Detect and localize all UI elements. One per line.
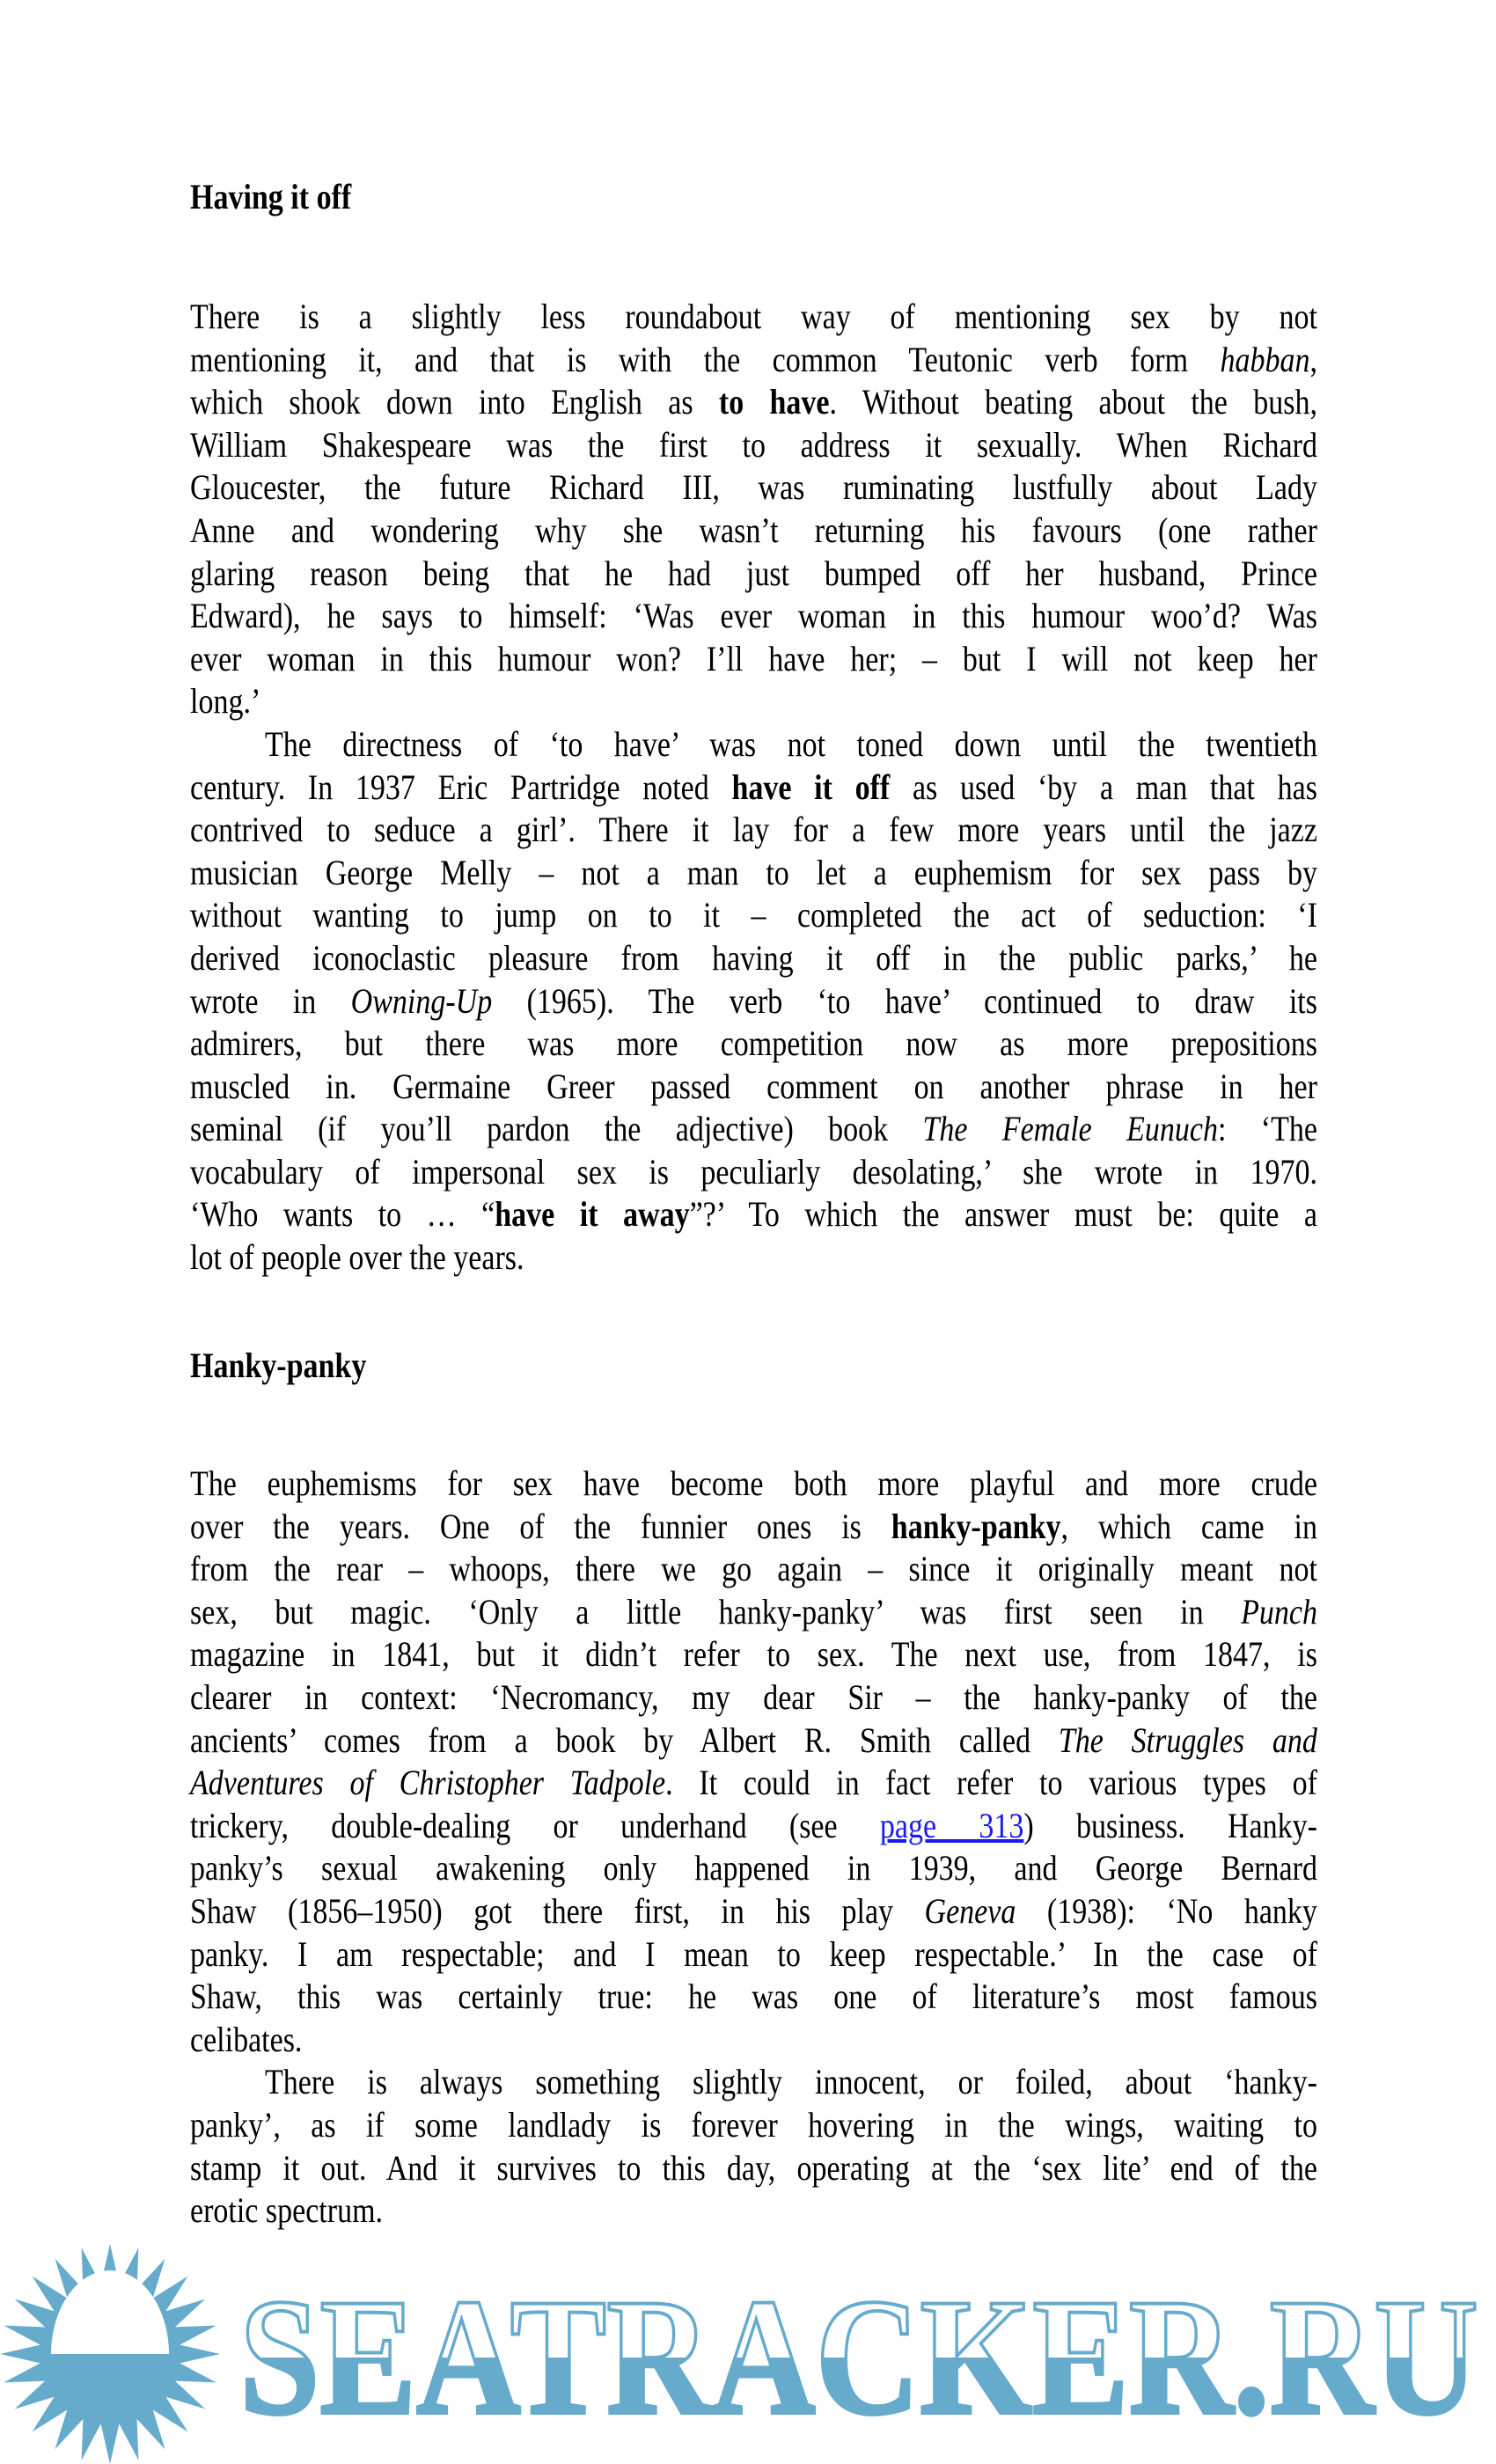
- paragraph: [190, 1463, 1317, 2061]
- sun-icon: [0, 2244, 220, 2464]
- italic-title: Punch: [1241, 1591, 1317, 1632]
- text-run: trickery, double-dealing or underhand (see: [190, 1805, 880, 1845]
- text-line: [190, 296, 1317, 339]
- text-line: [190, 2104, 1317, 2147]
- text-run: panky’, as if some landlady is forever hovering in the wings, waiting to: [190, 2104, 1317, 2145]
- text-run: derived iconoclastic pleasure from having it off in the public parks,’ he: [190, 937, 1317, 978]
- section-heading: Hanky-panky: [190, 1346, 367, 1385]
- text-line: [190, 424, 1317, 467]
- text-run: Edward), he says to himself: ‘Was ever woman in this humour woo’d? Was: [190, 596, 1317, 636]
- text-line: [190, 1023, 1317, 1066]
- text-run: : ‘The: [1217, 1109, 1317, 1149]
- text-run: stamp it out. And it survives to this day, operating at the ‘sex lite’ end of the: [190, 2147, 1317, 2188]
- text-line: [190, 2189, 1317, 2233]
- text-line: [190, 595, 1317, 638]
- text-run: The euphemisms for sex have become both more playful and more crude: [190, 1463, 1317, 1503]
- text-line: [190, 553, 1317, 596]
- text-run: erotic spectrum.: [190, 2190, 384, 2231]
- text-run: panky’s sexual awakening only happened in 1939, and George Bernard: [190, 1848, 1317, 1888]
- italic-title: The Female Eunuch: [922, 1109, 1218, 1149]
- paragraph: [190, 2061, 1317, 2232]
- text-run: There is a slightly less roundabout way of mentioning sex by not: [190, 297, 1317, 336]
- text-line: [190, 1633, 1317, 1676]
- text-line: [190, 980, 1317, 1023]
- page-link[interactable]: page 313: [879, 1805, 1024, 1845]
- text-run: Gloucester, the future Richard III, was ruminating lustfully about Lady: [190, 467, 1317, 508]
- text-run: (1965). The verb ‘to have’ continued to draw its: [492, 980, 1317, 1021]
- text-run: without wanting to jump on to it – completed the act of seduction: ‘I: [190, 895, 1317, 935]
- text-line: [190, 1506, 1317, 1549]
- bold-term: have it off: [731, 766, 891, 807]
- text-run: musician George Melly – not a man to let a euphemism for sex pass by: [190, 852, 1317, 892]
- text-run: celibates.: [190, 2019, 303, 2059]
- text-line: [190, 1890, 1317, 1933]
- text-line: [190, 2019, 1317, 2062]
- text-line: [190, 1976, 1317, 2019]
- paragraph: [190, 296, 1317, 723]
- text-run: from the rear – whoops, there we go again – since it originally meant not: [190, 1549, 1317, 1589]
- italic-title: The Struggles and: [1058, 1720, 1317, 1760]
- text-line: [190, 339, 1317, 382]
- text-line: [190, 1108, 1317, 1151]
- text-run: clearer in context: ‘Necromancy, my dear Sir – the hanky-panky of the: [190, 1676, 1317, 1717]
- section-hanky-panky-body: [190, 1463, 1317, 2233]
- paragraph: [190, 723, 1317, 1280]
- text-run: vocabulary of impersonal sex is peculiarly desolating,’ she wrote in 1970.: [190, 1151, 1317, 1192]
- text-run: mentioning it, and that is with the common Teutonic verb form: [190, 339, 1221, 379]
- text-run: over the years. One of the funnier ones is: [190, 1506, 891, 1546]
- text-run: Shaw, this was certainly true: he was one of literature’s most famous: [190, 1976, 1317, 2017]
- text-line: [190, 809, 1317, 852]
- text-run: wrote in: [190, 980, 351, 1021]
- text-run: , which came in: [1060, 1506, 1317, 1546]
- text-run: Anne and wondering why she wasn’t returning his favours (one rather: [190, 510, 1317, 550]
- text-run: (1938): ‘No hanky: [1016, 1890, 1317, 1931]
- text-line: [190, 852, 1317, 895]
- italic-title: Owning-Up: [350, 980, 493, 1021]
- text-line: [190, 766, 1317, 810]
- text-line: [190, 894, 1317, 937]
- text-run: muscled in. Germaine Greer passed comment on another phrase in her: [190, 1066, 1317, 1106]
- text-line: [190, 1463, 1317, 1506]
- italic-title: habban: [1220, 339, 1310, 379]
- text-run: There is always something slightly innocent, or foiled, about ‘hanky-: [265, 2062, 1317, 2102]
- text-run: as used ‘by a man that has: [890, 766, 1317, 807]
- text-line: [190, 937, 1317, 980]
- text-line: [190, 1151, 1317, 1194]
- text-run: ‘Who wants to … “: [190, 1194, 495, 1235]
- text-run: century. In 1937 Eric Partridge noted: [190, 766, 732, 807]
- text-line: [190, 1236, 1317, 1280]
- text-run: Shaw (1856–1950) got there first, in his play: [190, 1890, 925, 1931]
- text-line: [190, 1676, 1317, 1720]
- text-line: [190, 1548, 1317, 1591]
- bold-term: have it away: [495, 1194, 690, 1235]
- text-line: [190, 1805, 1317, 1848]
- bold-term: to have: [718, 382, 830, 422]
- text-line: [190, 680, 1317, 723]
- section-heading: Having it off: [190, 177, 352, 216]
- bold-term: hanky-panky: [891, 1506, 1061, 1546]
- text-run: ,: [1309, 339, 1317, 379]
- section-having-it-off-body: [190, 296, 1317, 1280]
- text-line: [190, 1762, 1317, 1805]
- text-run: which shook down into English as: [190, 382, 719, 422]
- text-line: [190, 1933, 1317, 1976]
- text-line: [190, 466, 1317, 510]
- text-line: [190, 1193, 1317, 1236]
- text-run: William Shakespeare was the first to address it sexually. When Richard: [190, 424, 1317, 465]
- text-line: [190, 1847, 1317, 1890]
- text-line: [190, 723, 1317, 766]
- italic-title: Geneva: [924, 1890, 1016, 1931]
- text-run: . Without beating about the bush,: [829, 382, 1317, 422]
- text-run: admirers, but there was more competition now as more prepositions: [190, 1023, 1317, 1064]
- watermark-text: SEATRACKER.RU: [239, 2265, 1478, 2450]
- text-line: [190, 1591, 1317, 1634]
- text-run: ever woman in this humour won? I’ll have her; – but I will not keep her: [190, 638, 1317, 678]
- text-run: ancients’ comes from a book by Albert R. Smith called: [190, 1720, 1059, 1760]
- text-run: The directness of ‘to have’ was not toned down until the twentieth: [265, 723, 1317, 764]
- text-run: long.’: [190, 681, 261, 722]
- text-line: [190, 510, 1317, 553]
- text-run: . It could in fact refer to various types of: [665, 1763, 1317, 1803]
- text-line: [190, 2061, 1317, 2104]
- text-line: [190, 1066, 1317, 1109]
- text-run: lot of people over the years.: [190, 1237, 524, 1278]
- text-run: glaring reason being that he had just bumped off her husband, Prince: [190, 553, 1317, 593]
- italic-title: Adventures of Christopher Tadpole: [190, 1763, 666, 1803]
- text-line: [190, 381, 1317, 424]
- text-run: magazine in 1841, but it didn’t refer to sex. The next use, from 1847, is: [190, 1634, 1317, 1675]
- seatracker-watermark-logo: [0, 2235, 1496, 2464]
- text-run: sex, but magic. ‘Only a little hanky-panky’ was first seen in: [190, 1591, 1242, 1632]
- text-line: [190, 638, 1317, 681]
- text-line: [190, 2147, 1317, 2190]
- text-run: contrived to seduce a girl’. There it lay for a few more years until the jazz: [190, 810, 1317, 850]
- text-run: seminal (if you’ll pardon the adjective) book: [190, 1109, 923, 1149]
- text-line: [190, 1720, 1317, 1763]
- text-run: ) business. Hanky-: [1023, 1805, 1317, 1845]
- text-run: ”?’ To which the answer must be: quite a: [689, 1194, 1317, 1235]
- text-run: panky. I am respectable; and I mean to keep respectable.’ In the case of: [190, 1933, 1317, 1974]
